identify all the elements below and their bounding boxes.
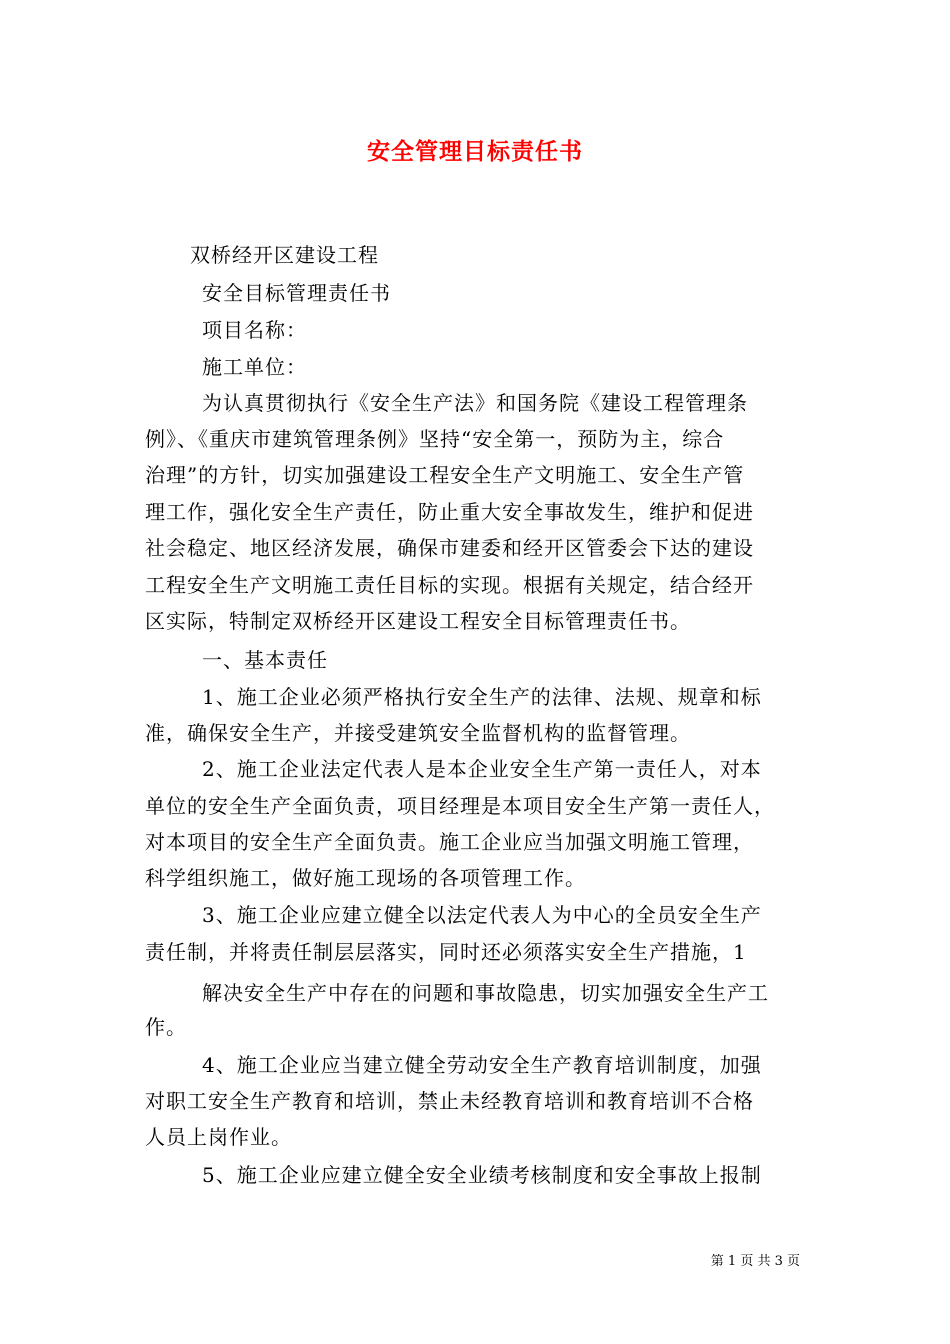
text-line: 解决安全生产中存在的问题和事故隐患，切实加强安全生产工	[202, 981, 769, 1005]
text-line: 2、施工企业法定代表人是本企业安全生产第一责任人，对本	[202, 757, 762, 781]
text-line: 单位的安全生产全面负责，项目经理是本项目安全生产第一责任人，	[145, 794, 775, 818]
text-line: 例》、《重庆市建筑管理条例》坚持“安全第一，预防为主，综合	[145, 427, 725, 451]
page-number: 第 1 页 共 3 页	[710, 1254, 800, 1269]
text-line: 工程安全生产文明施工责任目标的实现。根据有关规定，结合经开	[145, 573, 754, 597]
section-heading: 一、基本责任	[202, 648, 328, 672]
text-line: 1、施工企业必须严格执行安全生产的法律、法规、规章和标	[202, 685, 762, 709]
text-line: 项目名称：	[202, 318, 307, 342]
document-title: 安全管理目标责任书	[367, 139, 583, 165]
text-line: 5、施工企业应建立健全安全业绩考核制度和安全事故上报制	[202, 1163, 762, 1187]
text-line: 3、施工企业应建立健全以法定代表人为中心的全员安全生产	[202, 903, 762, 927]
text-line: 人员上岗作业。	[145, 1125, 292, 1149]
text-line: 社会稳定、地区经济发展，确保市建委和经开区管委会下达的建设	[145, 536, 754, 560]
text-line: 为认真贯彻执行《安全生产法》和国务院《建设工程管理条	[202, 391, 748, 415]
text-line: 双桥经开区建设工程	[190, 243, 379, 267]
text-line: 责任制，并将责任制层层落实，同时还必须落实安全生产措施，1	[145, 940, 747, 964]
text-line: 对职工安全生产教育和培训，禁止未经教育培训和教育培训不合格	[145, 1089, 754, 1113]
text-line: 理工作，强化安全生产责任，防止重大安全事故发生，维护和促进	[145, 500, 754, 524]
text-line: 治理”的方针，切实加强建设工程安全生产文明施工、安全生产管	[145, 463, 745, 487]
text-line: 作。	[145, 1015, 187, 1039]
text-line: 区实际，特制定双桥经开区建设工程安全目标管理责任书。	[145, 609, 691, 633]
text-line: 施工单位：	[202, 355, 307, 379]
text-line: 4、施工企业应当建立健全劳动安全生产教育培训制度，加强	[202, 1053, 762, 1077]
text-line: 对本项目的安全生产全面负责。施工企业应当加强文明施工管理，	[145, 830, 754, 854]
text-line: 安全目标管理责任书	[202, 281, 391, 305]
text-line: 准，确保安全生产，并接受建筑安全监督机构的监督管理。	[145, 721, 691, 745]
text-line: 科学组织施工，做好施工现场的各项管理工作。	[145, 866, 586, 890]
